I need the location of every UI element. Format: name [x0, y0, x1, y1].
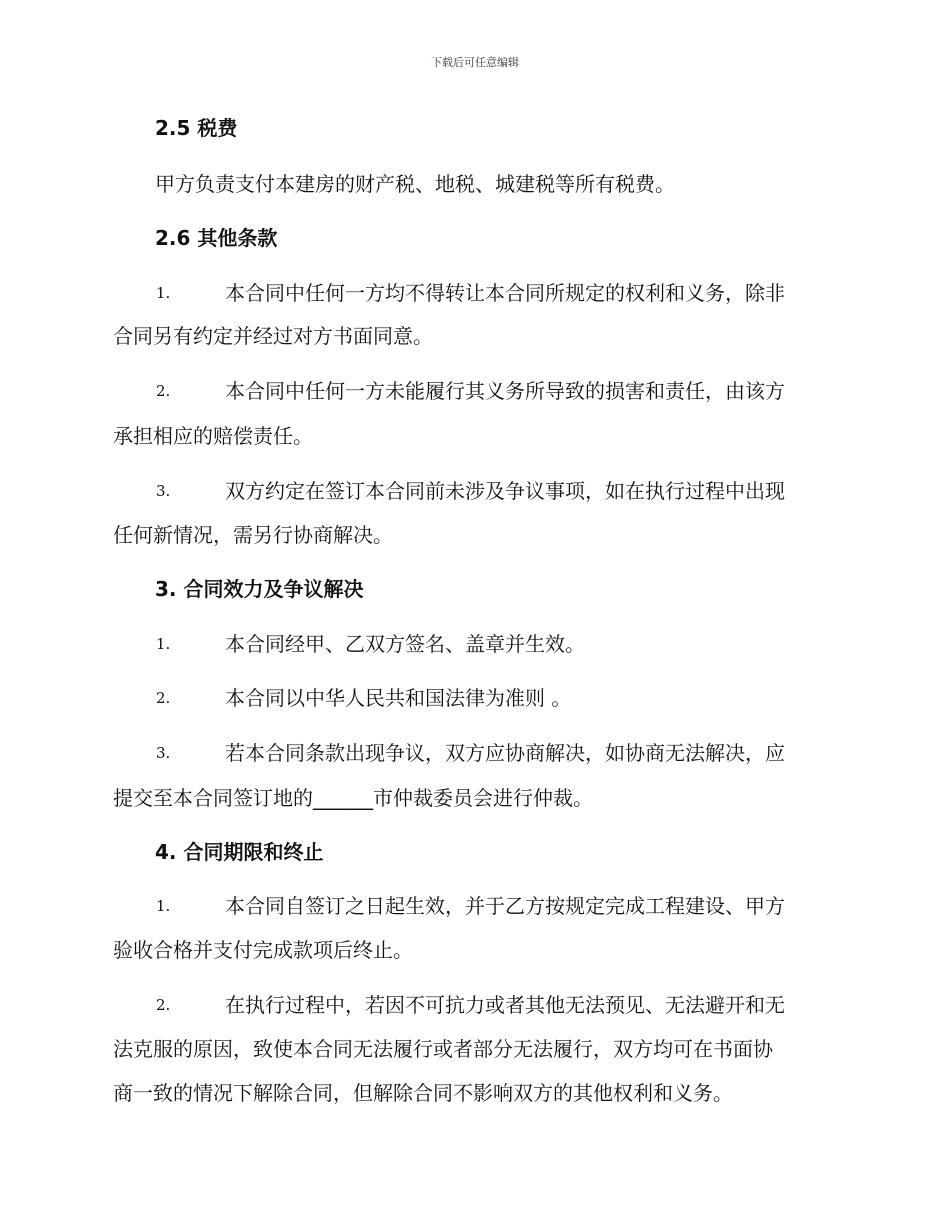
- list-item-text: 本合同中任何一方均不得转让本合同所规定的权利和义务，除非: [225, 281, 785, 305]
- list-item-text: 本合同中任何一方未能履行其义务所导致的损害和责任，由该方: [225, 379, 785, 403]
- list-item-number: 2.: [156, 689, 171, 707]
- list-item-number: 2.: [156, 382, 171, 400]
- list-item-text: 在执行过程中，若因不可抗力或者其他无法预见、无法避开和无: [225, 993, 785, 1017]
- section-heading-2-5: 2.5 税费: [155, 116, 238, 140]
- list-item-number: 3.: [156, 744, 171, 762]
- list-item-text: 本合同经甲、乙双方签名、盖章并生效。: [225, 632, 585, 656]
- section-heading-3: 3. 合同效力及争议解决: [155, 577, 364, 601]
- list-item-number: 3.: [156, 482, 171, 500]
- list-item-text-continued: 商一致的情况下解除合同，但解除合同不影响双方的其他权利和义务。: [113, 1081, 733, 1105]
- list-item-text-continued: 提交至本合同签订地的______市仲裁委员会进行仲裁。: [113, 786, 593, 810]
- list-item-text: 本合同以中华人民共和国法律为准则 。: [225, 686, 572, 710]
- list-item-text-continued: 法克服的原因，致使本合同无法履行或者部分无法履行，双方均可在书面协: [113, 1037, 773, 1061]
- section-2-5-body: 甲方负责支付本建房的财产税、地税、城建税等所有税费。: [155, 172, 675, 196]
- list-item-text-continued: 任何新情况，需另行协商解决。: [113, 523, 393, 547]
- list-item-text: 若本合同条款出现争议，双方应协商解决，如协商无法解决，应: [225, 741, 785, 765]
- list-item-text-continued: 验收合格并支付完成款项后终止。: [113, 938, 413, 962]
- page-header: 下载后可任意编辑: [431, 56, 519, 69]
- list-item-text: 本合同自签订之日起生效，并于乙方按规定完成工程建设、甲方: [225, 894, 785, 918]
- list-item-text-continued: 合同另有约定并经过对方书面同意。: [113, 324, 433, 348]
- section-heading-4: 4. 合同期限和终止: [155, 840, 324, 864]
- list-item-number: 2.: [156, 996, 171, 1014]
- list-item-text-continued: 承担相应的赔偿责任。: [113, 424, 313, 448]
- list-item-number: 1.: [156, 897, 171, 915]
- section-heading-2-6: 2.6 其他条款: [155, 226, 278, 250]
- list-item-number: 1.: [156, 635, 171, 653]
- list-item-text: 双方约定在签订本合同前未涉及争议事项，如在执行过程中出现: [225, 479, 785, 503]
- list-item-number: 1.: [156, 284, 171, 302]
